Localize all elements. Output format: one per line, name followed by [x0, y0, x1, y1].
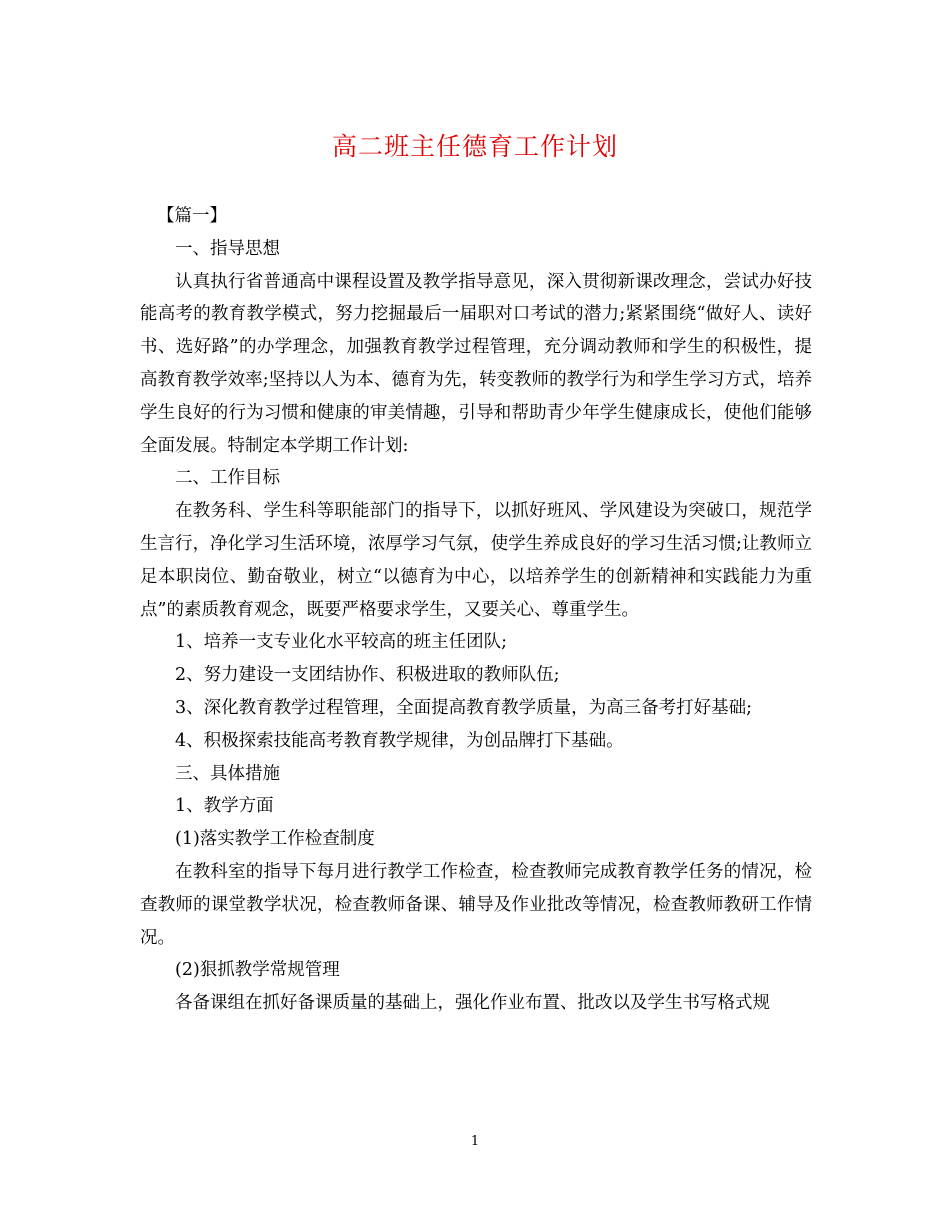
- list-item: 2、努力建设一支团结协作、积极进取的教师队伍;: [175, 665, 560, 686]
- body-paragraph: 在教科室的指导下每月进行教学工作检查，检查教师完成教育教学任务的情况，检查教师的课堂教学状况，检查教师备课、辅导及作业批改等情况，检查教师教研工作情况。: [140, 861, 812, 948]
- section-heading: 二、工作目标: [175, 468, 280, 489]
- list-item: 1、培养一支专业化水平较高的班主任团队;: [175, 632, 508, 653]
- section-heading: 三、具体措施: [175, 763, 280, 784]
- section-heading: 1、教学方面: [175, 796, 274, 817]
- section-marker: 【篇一】: [157, 206, 227, 226]
- document-title: 高二班主任德育工作计划: [331, 132, 618, 161]
- body-paragraph: 认真执行省普通高中课程设置及教学指导意见，深入贯彻新课改理念，尝试办好技能高考的教育教学模式，努力挖掘最后一届职对口考试的潜力;紧紧围绕“做好人、读好书、选好路”的办学理念，加强教育教学过程管理，充分调动教师和学生的积极性，提高教育教学效率;坚持以人为本、德育为先，转变教师的教学行为和学生学习方式，培养学生良好的行为习惯和健康的审美情趣，引导和帮助青少年学生健康成长，使他们能够全面发展。特制定本学期工作计划:: [140, 271, 812, 456]
- section-heading: 一、指导思想: [175, 238, 280, 259]
- list-item: 3、深化教育教学过程管理，全面提高教育教学质量，为高三备考打好基础;: [175, 697, 753, 718]
- section-heading: (1)落实教学工作检查制度: [175, 829, 375, 850]
- body-paragraph: 在教务科、学生科等职能部门的指导下，以抓好班风、学风建设为突破口，规范学生言行，净化学习生活环境，浓厚学习气氛，使学生养成良好的学习生活习惯;让教师立足本职岗位、勤奋敬业，树立“以德育为中心，以培养学生的创新精神和实践能力为重点”的素质教育观念，既要严格要求学生，又要关心、尊重学生。: [140, 501, 812, 620]
- list-item: 4、积极探索技能高考教育教学规律，为创品牌打下基础。: [175, 730, 624, 751]
- page-number: 1: [470, 1134, 480, 1149]
- document-body: [140, 200, 812, 1020]
- body-paragraph: 各备课组在抓好备课质量的基础上，强化作业布置、批改以及学生书写格式规: [175, 993, 770, 1014]
- section-heading: (2)狠抓教学常规管理: [175, 960, 340, 981]
